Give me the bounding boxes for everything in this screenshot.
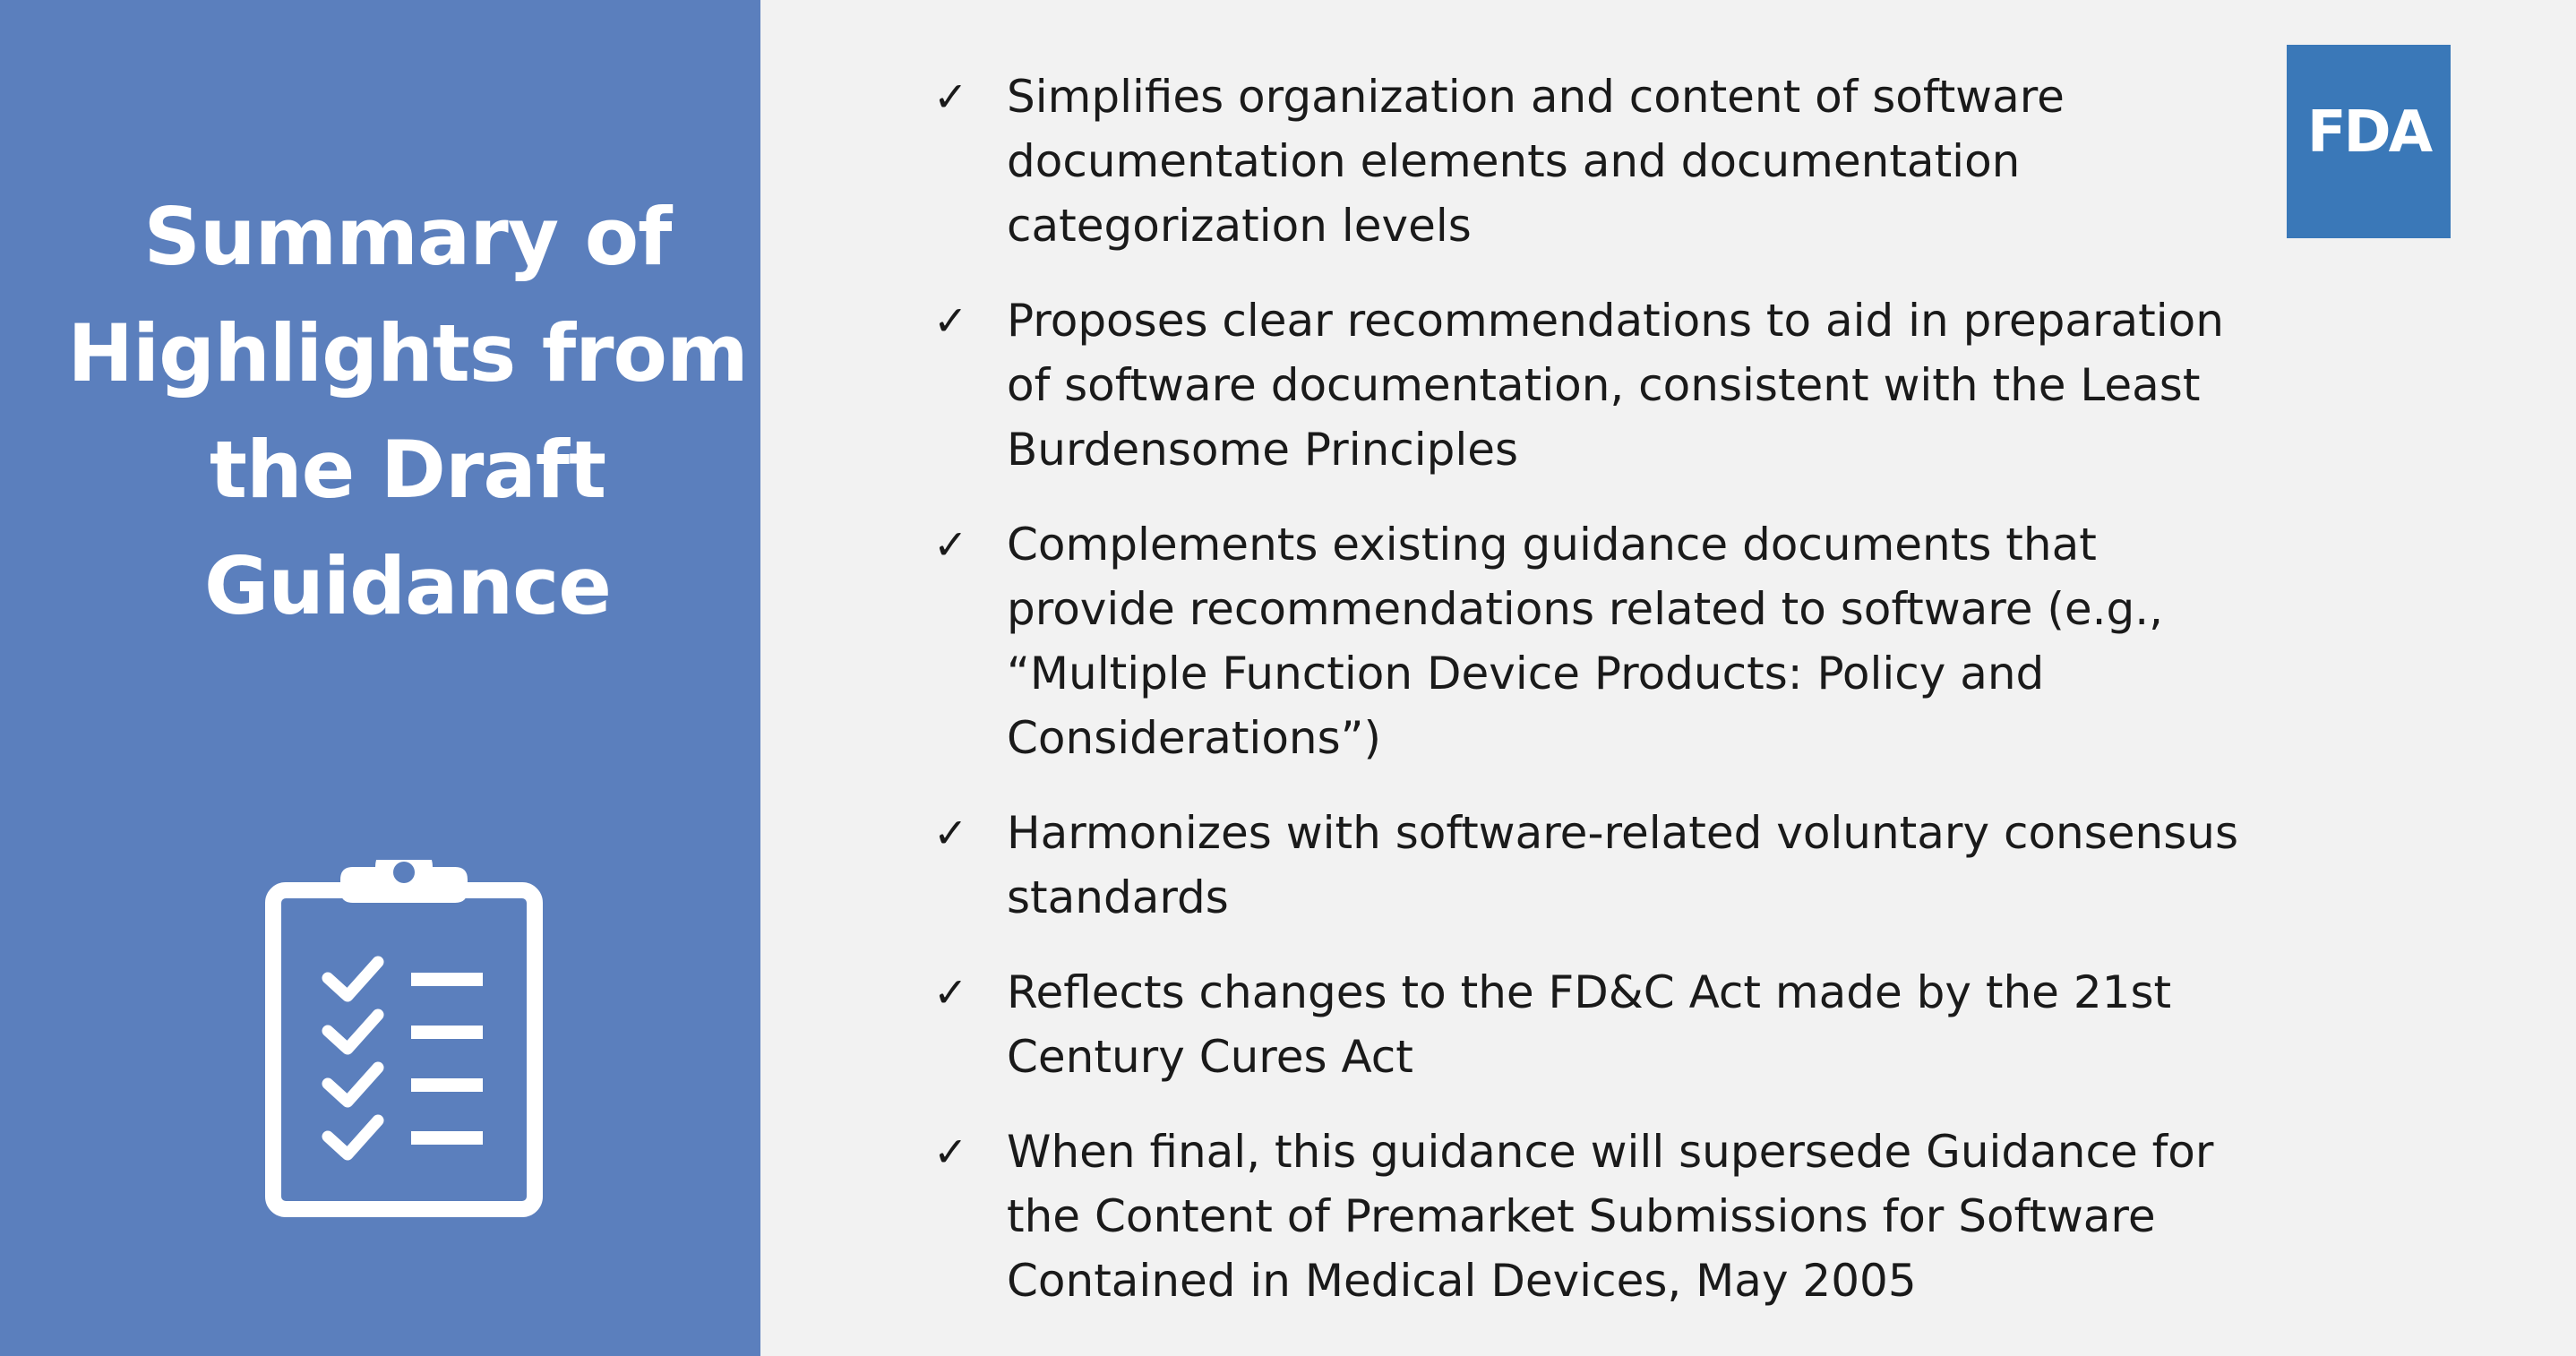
bullet-text: When final, this guidance will supersede Guidance for the Content of Premarket Submissions for Software Contained in Medical Devices, May 2005	[1007, 1126, 2214, 1307]
list-item	[932, 288, 2275, 482]
checkmark-icon: ✓	[933, 296, 968, 345]
bullet-text: Proposes clear recommendations to aid in preparation of software documentation, consistent with the Least Burdensome Principles	[1007, 295, 2224, 476]
checkmark-icon: ✓	[933, 809, 968, 857]
list-item	[932, 960, 2275, 1089]
checkmark-icon: ✓	[933, 520, 968, 569]
fda-logo	[2287, 45, 2451, 238]
checkmark-icon: ✓	[933, 73, 968, 121]
fda-logo-text: FDA	[2306, 99, 2431, 166]
list-item	[932, 512, 2275, 770]
bullet-text: Reflects changes to the FD&C Act made by the 21st Century Cures Act	[1007, 966, 2172, 1083]
checkmark-icon: ✓	[933, 968, 968, 1017]
list-item	[932, 801, 2275, 930]
bullet-text: Harmonizes with software-related voluntary consensus standards	[1007, 807, 2239, 923]
bullet-text: Complements existing guidance documents that provide recommendations related to software (e.g., “Multiple Function Device Products: Policy and Considerations”)	[1007, 519, 2164, 764]
bullet-text: Simplifies organization and content of software documentation elements and documentation categorization levels	[1007, 71, 2065, 252]
checkmark-icon: ✓	[933, 1128, 968, 1176]
title-panel	[0, 0, 760, 1356]
list-item	[932, 1120, 2275, 1313]
highlights-list	[932, 64, 2275, 1343]
list-item	[932, 64, 2275, 258]
slide-title: Summary of Highlights from the Draft Guidance	[67, 191, 748, 632]
clipboard-checklist-icon	[265, 860, 543, 1218]
